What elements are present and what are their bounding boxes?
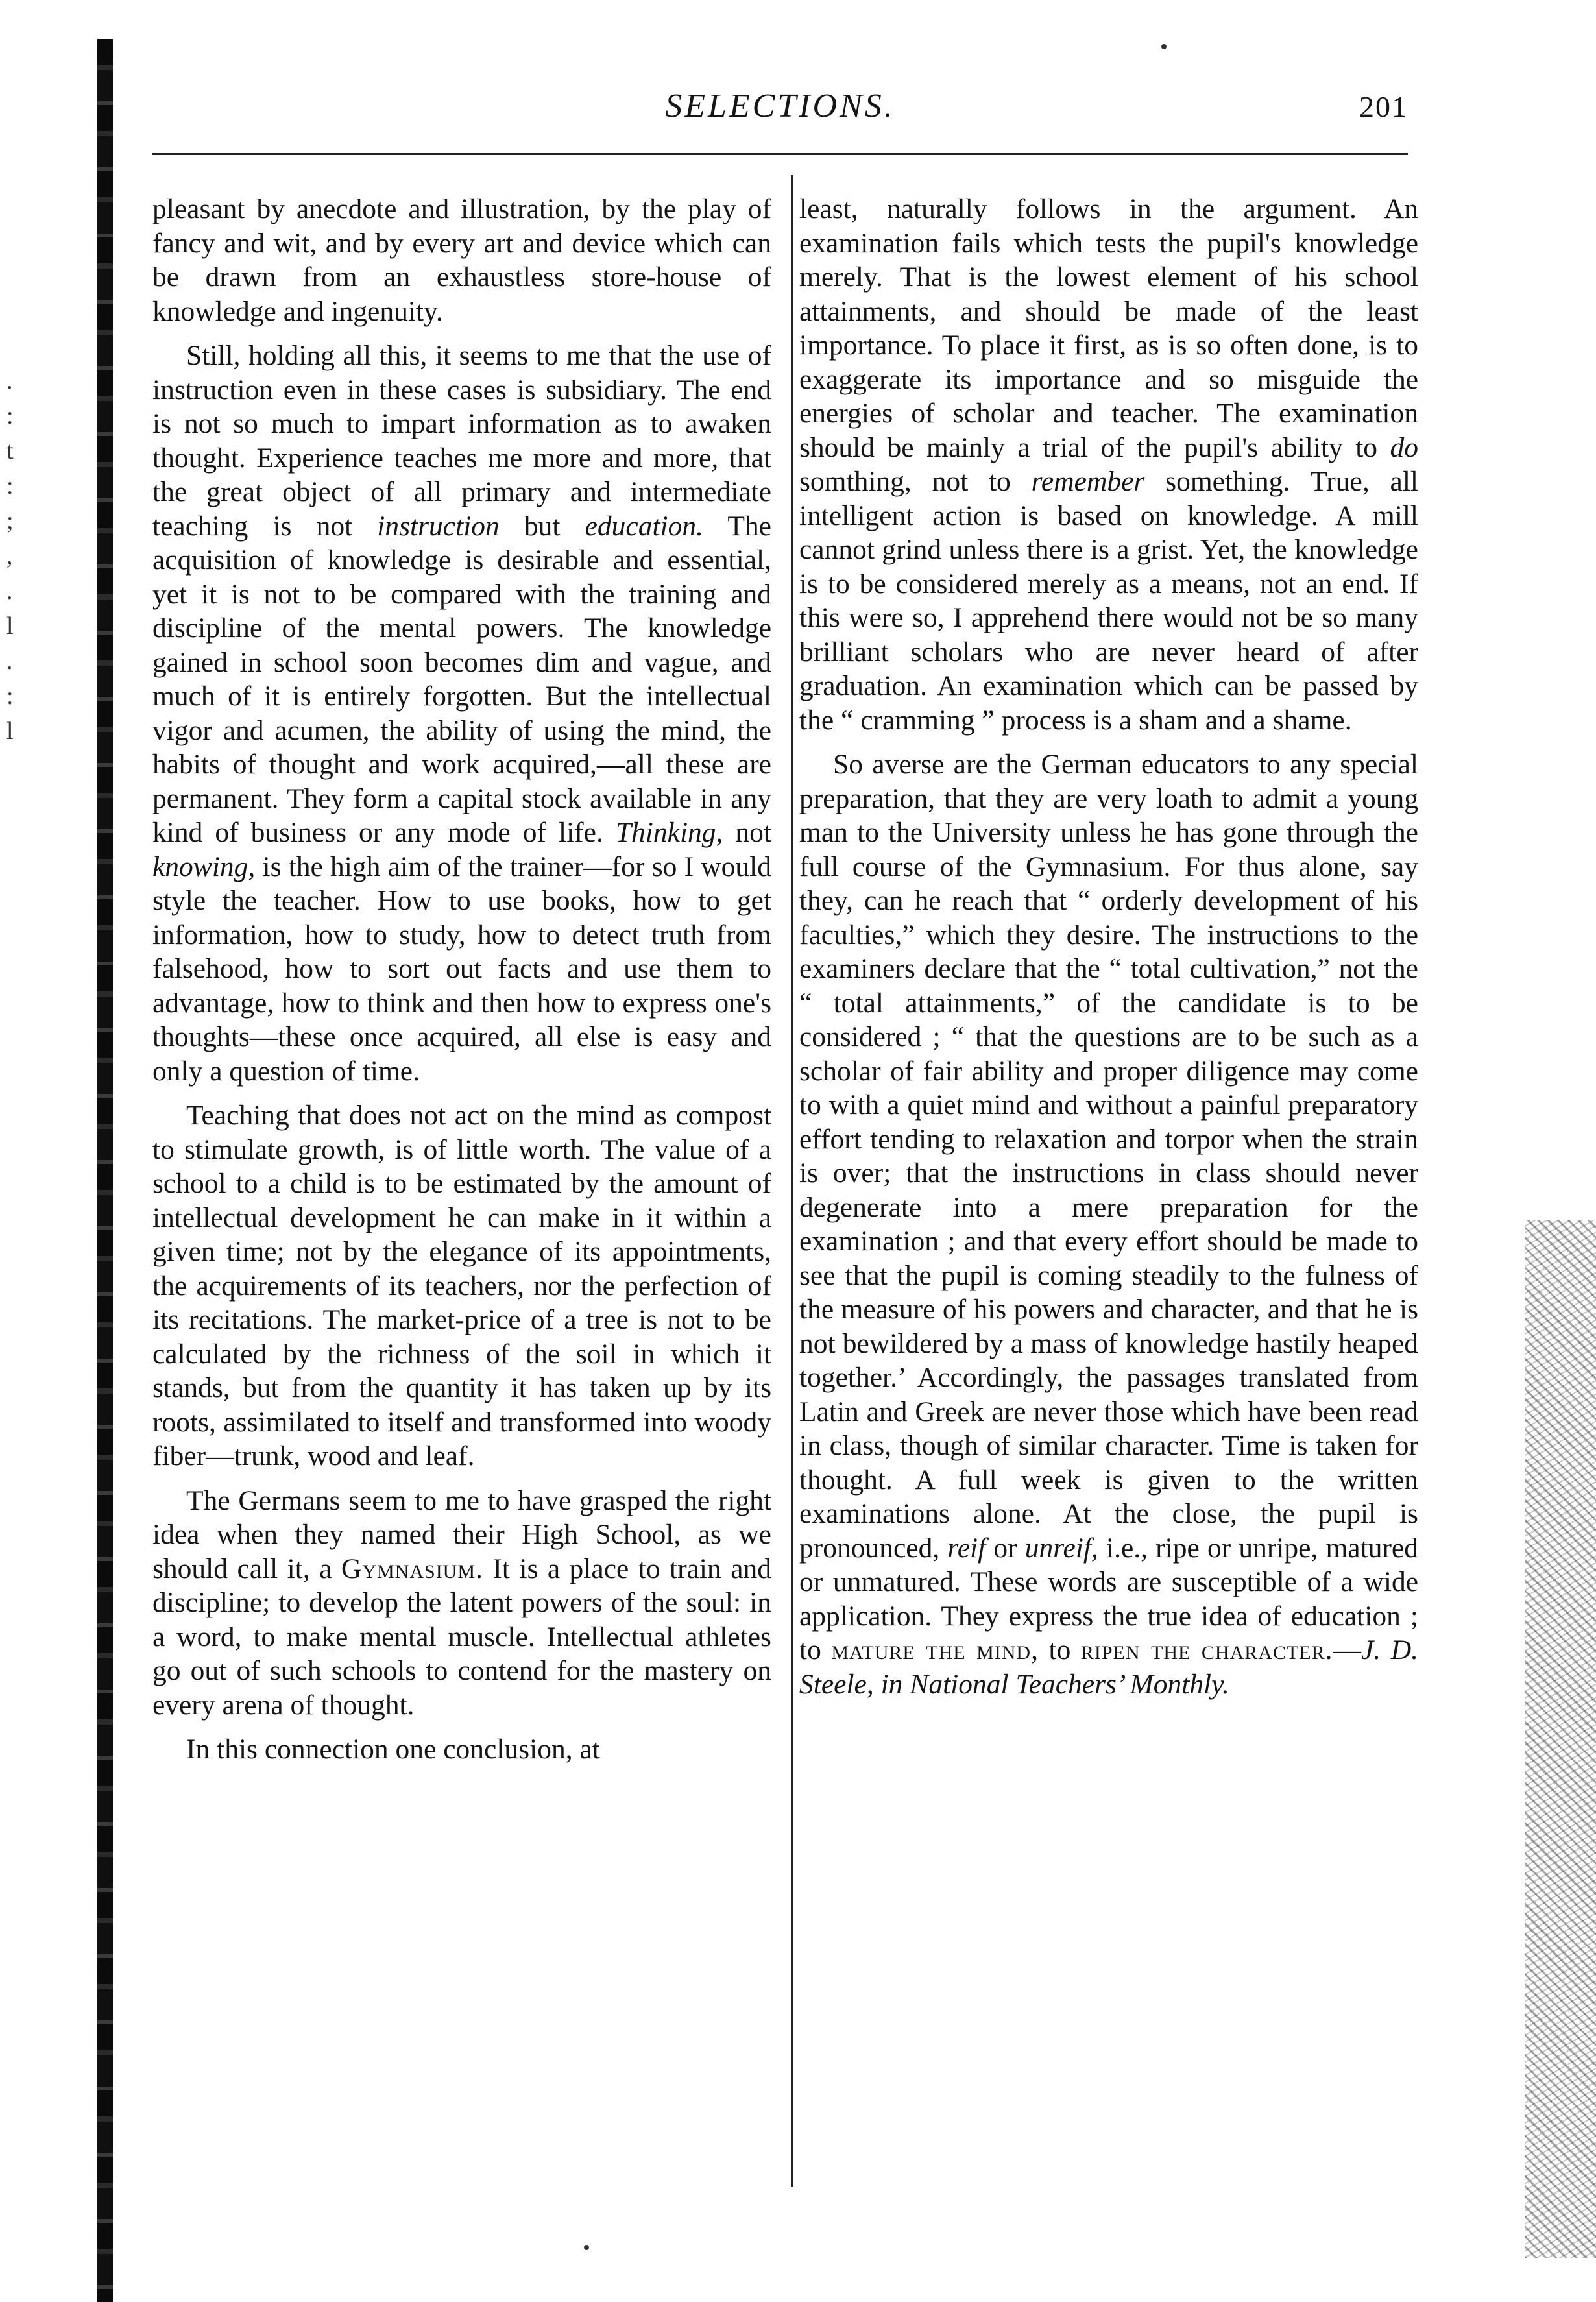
emphasis: instruction	[377, 510, 500, 542]
emphasis: knowing,	[152, 851, 256, 882]
margin-mark: .	[6, 367, 13, 394]
page-speck	[584, 2245, 589, 2250]
paragraph: Teaching that does not act on the mind as compost to stimulate growth, is of little worth. The value of a school to a child is to be estimated by the amount of intellectual development he can make in it within a given time; not by the elegance of its appointments, the acquirements of its teachers, nor the perfection of its recitations. The market-price of a tree is not to be calculated by the richness of the soil in which it stands, but from the quantity it has taken up by its roots, assimilated to itself and transformed into woody fiber—trunk, wood and leaf.	[152, 1100, 771, 1472]
emphasis: unreif,	[1024, 1532, 1098, 1564]
page-header	[152, 78, 1408, 143]
running-head: SELECTIONS.	[665, 88, 895, 125]
binding-strip	[97, 39, 113, 2302]
emphasis: Thinking,	[615, 817, 723, 848]
margin-mark: .	[6, 577, 13, 605]
margin-mark: t	[6, 437, 14, 465]
column-divider	[791, 175, 793, 2187]
emphasis: education.	[585, 510, 704, 542]
page-edge-texture	[1525, 1220, 1596, 2258]
small-caps-phrase: ripen the character.	[1080, 1634, 1333, 1666]
paragraph: So averse are the German educators to any special preparation, that they are very loath to admit a young man to the University unless he has gone through the full course of the Gymnasium. For thus alone, say they, can he reach that “ orderly development of his faculties,” which they desire. The instructions to the examiners declare that the “ total cultivation,” not the “ total attainments,” of the candidate is to be considered ; “ that the questions are to be such as a scholar of fair ability and proper diligence may come to with a quiet mind and without a painful preparatory effort tending to relaxation and torpor when the strain is over; that the instructions in class should never degenerate into a mere preparation for the examination ; and that every effort should be made to see that the pupil is coming steadily to the fulness of the measure of his powers and character, and that he is not bewildered by a mass of knowledge hastily heaped together.’ Accordingly, the passages translated from Latin and Greek are never those which have been read in class, though of similar character. Time is taken for thought. A full week is given to the written examinations alone. At the close, the pupil is pronounced, reif or unreif, i.e., ripe or unripe, matured or unmatured. These words are susceptible of a wide application. They express the true idea of education ; to mature the mind, to ripen the character.—J. D. Steele, in National Teachers’ Monthly.	[799, 749, 1418, 1700]
paragraph: In this connection one conclusion, at	[186, 1734, 600, 1765]
margin-mark: ;	[6, 507, 14, 535]
paragraph: least, naturally follows in the argument. An examination fails which tests the pupil's knowledge merely. That is the lowest element of his school attainments, and should be made of the least importance. To place it first, as is so often done, is to exaggerate its importance and so misguide the energies of scholar and teacher. The examination should be mainly a trial of the pupil's ability to do somthing, not to remember something. True, all intelligent action is based on knowledge. A mill cannot grind unless there is a grist. Yet, the knowledge is to be considered merely as a means, not an end. If this were so, I apprehend there would not be so many brilliant scholars who are never heard of after graduation. An examination which can be passed by the “ cramming ” process is a sham and a shame.	[799, 193, 1418, 736]
left-column	[152, 192, 771, 1777]
margin-mark: l	[6, 718, 14, 745]
attribution: J. D. Steele, in National Teachers’ Monthly.	[799, 1634, 1418, 1700]
small-caps-phrase: mature the mind,	[831, 1634, 1039, 1666]
page-number: 201	[1359, 90, 1408, 123]
paragraph: Still, holding all this, it seems to me that the use of instruction even in these cases is subsidiary. The end is not so much to impart information as to awaken thought. Experience teaches me more and more, that the great object of all primary and intermediate teaching is not instruction but education. The acquisition of knowledge is desirable and essential, yet it is not to be compared with the training and discipline of the mental powers. The knowledge gained in school soon becomes dim and vague, and much of it is entirely forgotten. But the intellectual vigor and acumen, the ability of using the mind, the habits of thought and work acquired,—all these are permanent. They form a capital stock available in any kind of business or any mode of life. Thinking, not knowing, is the high aim of the trainer—for so I would style the teacher. How to use books, how to get information, how to study, how to detect truth from falsehood, how to sort out facts and use them to advantage, how to think and then how to express one's thoughts—these once acquired, all else is easy and only a question of time.	[152, 340, 772, 1087]
margin-mark: .	[6, 648, 13, 675]
paragraph: The Germans seem to me to have grasped the right idea when they named their High School, as we should call it, a Gymnasium. It is a place to train and discipline; to develop the latent powers of the soul: in a word, to make mental muscle. Intellectual athletes go out of such schools to contend for the mastery on every arena of thought.	[152, 1484, 771, 1721]
emphasis: do	[1390, 431, 1418, 463]
page-speck	[1161, 44, 1167, 49]
margin-mark: l	[6, 612, 14, 640]
margin-mark: :	[6, 472, 14, 500]
margin-mark: ,	[6, 542, 13, 570]
emphasis: reif	[947, 1532, 986, 1564]
header-rule	[152, 153, 1408, 155]
right-column	[799, 192, 1418, 1712]
emphasis: remember	[1031, 466, 1145, 497]
margin-mark: :	[6, 683, 14, 710]
paragraph: pleasant by anecdote and illustration, by the play of fancy and wit, and by every art and device which can be drawn from an exhaustless store-house of knowledge and ingenuity.	[152, 193, 771, 327]
small-caps-term: Gymnasium.	[341, 1553, 483, 1584]
margin-mark: :	[6, 402, 14, 430]
margin-marks	[6, 363, 32, 749]
